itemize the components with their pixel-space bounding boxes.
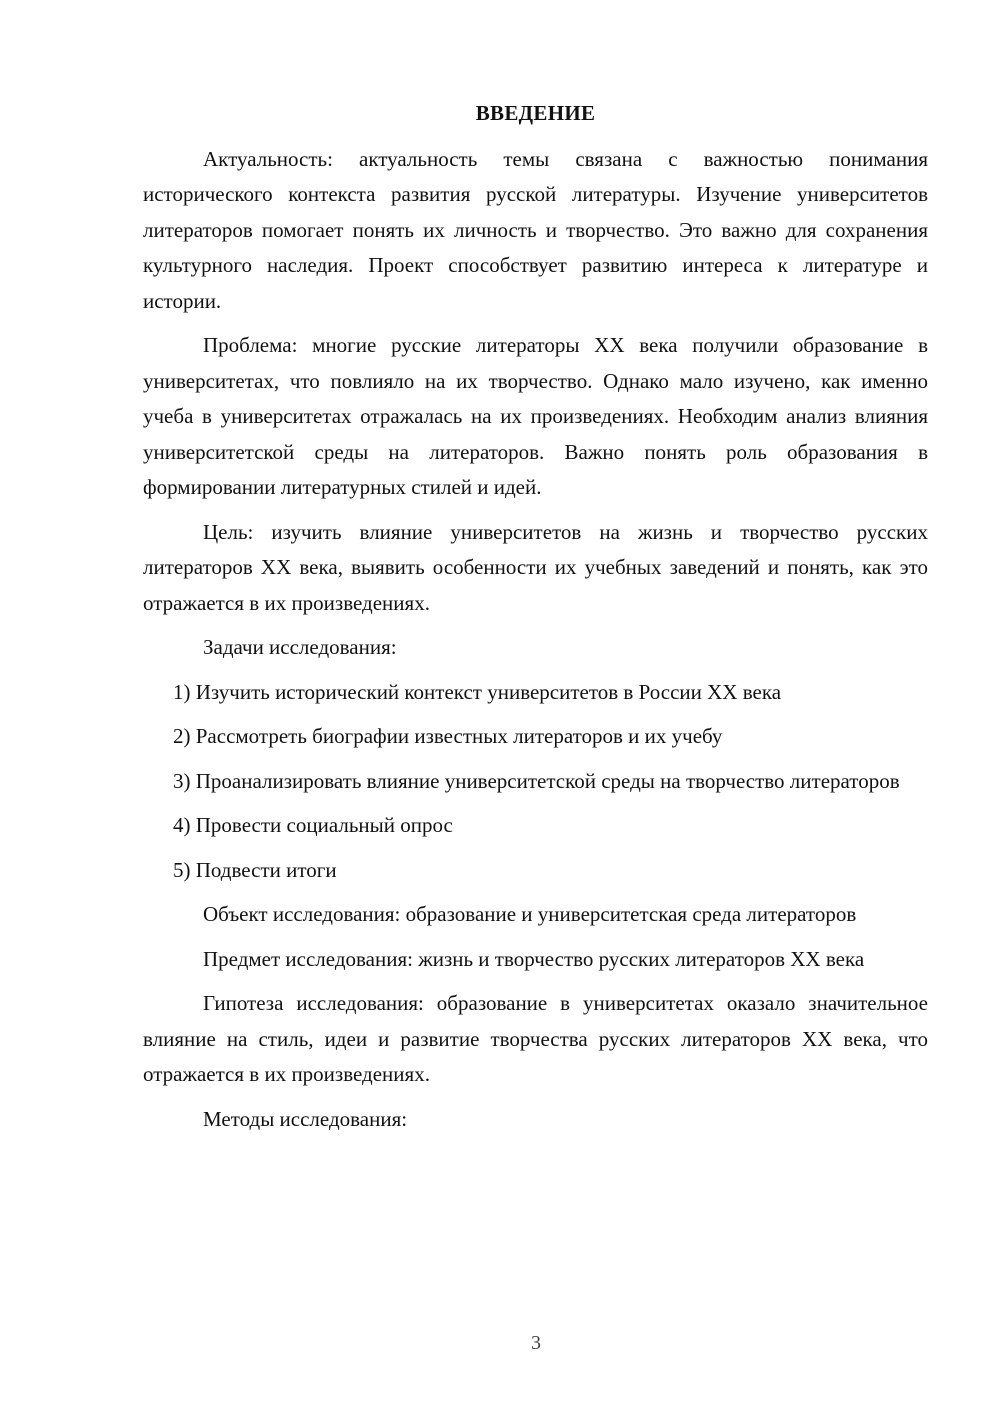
relevance-paragraph: Актуальность: актуальность темы связана с важностью понимания исторического контекста развития русской литературы. Изучение университетов литераторов помогает понять их личность и творчество. Это важно для сохранения культурного наследия. Проект способствует развитию интереса к литературе и истории. <box>143 146 928 313</box>
hypothesis-paragraph: Гипотеза исследования: образование в университетах оказало значительное влияние на стиль, идеи и развитие творчества русских литераторов XX века, что отражается в их произведениях. <box>143 991 928 1086</box>
page-number: 3 <box>531 1332 541 1354</box>
object-paragraph: Объект исследования: образование и университетская среда литераторов <box>203 902 857 926</box>
problem-paragraph: Проблема: многие русские литераторы XX века получили образование в университетах, что повлияло на их творчество. Однако мало изучено, как именно учеба в университетах отражалась на их произведениях. Необходим анализ влияния университетской среды на литераторов. Важно понять роль образования в формировании литературных стилей и идей. <box>143 333 928 499</box>
task-item: 2) Рассмотреть биографии известных литераторов и их учебу <box>173 724 723 748</box>
subject-paragraph: Предмет исследования: жизнь и творчество русских литераторов XX века <box>203 946 865 971</box>
goal-paragraph: Цель: изучить влияние университетов на жизнь и творчество русских литераторов XX века, выявить особенности их учебных заведений и понять, как это отражается в их произведениях. <box>143 519 928 615</box>
task-item: 1) Изучить исторический контекст университетов в России XX века <box>173 679 782 704</box>
task-item: 3) Проанализировать влияние университетской среды на творчество литераторов <box>173 768 900 793</box>
document-page <box>143 96 928 1146</box>
methods-heading: Методы исследования: <box>203 1106 408 1131</box>
tasks-heading: Задачи исследования: <box>203 635 397 659</box>
task-item: 5) Подвести итоги <box>173 857 337 882</box>
section-title: ВВЕДЕНИЕ <box>475 101 596 125</box>
task-item: 4) Провести социальный опрос <box>173 813 453 837</box>
